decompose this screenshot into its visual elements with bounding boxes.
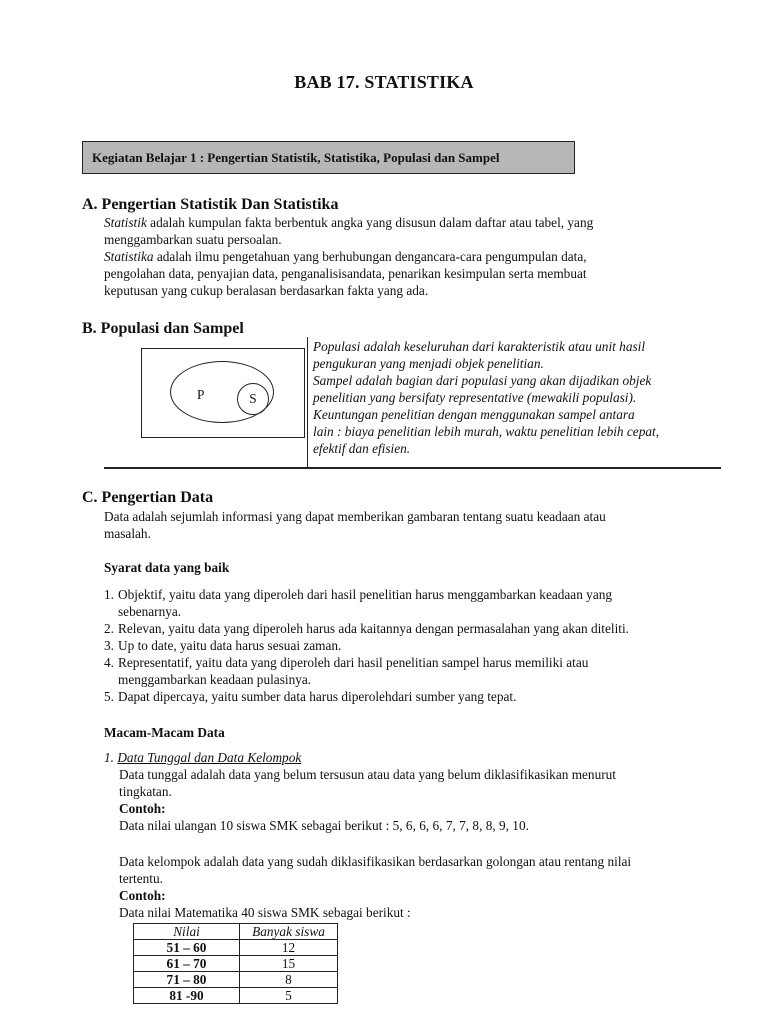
list-number: 5. [104, 689, 114, 704]
contoh-label: Contoh: [119, 801, 166, 816]
syarat-heading: Syarat data yang baik [104, 560, 230, 575]
desc-line: Populasi adalah keseluruhan dari karakteristik atau unit hasil [313, 339, 646, 354]
intro-line: Data adalah sejumlah informasi yang dapat memberikan gambaran tentang suatu keadaan atau [104, 509, 606, 524]
contoh-text: Data nilai ulangan 10 siswa SMK sebagai berikut : 5, 6, 6, 6, 7, 7, 8, 8, 9, 10. [119, 818, 529, 833]
nilai-table [133, 923, 338, 1004]
list-text: Objektif, yaitu data yang diperoleh dari hasil penelitian harus menggambarkan keadaan yang [118, 587, 613, 602]
section-a-heading: A. Pengertian Statistik Dan Statistika [82, 196, 339, 213]
p2-line2: pengolahan data, penyajian data, penganalisisandata, penarikan kesimpulan serta membuat [104, 266, 587, 281]
intro-line: masalah. [104, 526, 151, 541]
list-text-cont: sebenarnya. [118, 604, 182, 619]
desc-line: Sampel adalah bagian dari populasi yang akan dijadikan objek [313, 373, 652, 388]
table-cell: 61 – 70 [134, 956, 240, 972]
desc-line: efektif dan efisien. [313, 441, 411, 456]
list-number: 3. [104, 638, 114, 653]
table-cell: 12 [240, 940, 338, 956]
tunggal-block [119, 766, 714, 834]
table-header-cell: Nilai [134, 924, 240, 940]
table-cell: 8 [240, 972, 338, 988]
statistika-term: Statistika [104, 249, 154, 264]
venn-diagram [141, 348, 305, 438]
list-item [104, 688, 714, 705]
population-label: P [197, 387, 205, 402]
p1-line2: menggambarkan suatu persoalan. [104, 232, 282, 247]
list-item [104, 620, 714, 637]
desc-line: lain : biaya penelitian lebih murah, waktu penelitian lebih cepat, [313, 424, 660, 439]
populasi-description [313, 338, 713, 457]
desc-line: penelitian yang bersifaty representative (mewakili populasi). [313, 390, 637, 405]
table-row [134, 972, 338, 988]
list-number: 2. [104, 621, 114, 636]
statistik-term: Statistik [104, 215, 147, 230]
section-c-heading: C. Pengertian Data [82, 489, 214, 506]
horizontal-rule [104, 467, 721, 469]
contoh-text: Data nilai Matematika 40 siswa SMK sebagai berikut : [119, 905, 411, 920]
list-item [104, 586, 714, 620]
table-cell: 71 – 80 [134, 972, 240, 988]
table-cell: 5 [240, 988, 338, 1004]
list-text: Dapat dipercaya, yaitu sumber data harus diperolehdari sumber yang tepat. [118, 689, 517, 704]
vertical-divider [307, 337, 308, 468]
table-row [134, 940, 338, 956]
list-text: Relevan, yaitu data yang diperoleh harus ada kaitannya dengan permasalahan yang akan diteliti. [118, 621, 629, 636]
list-item [104, 637, 714, 654]
p1-line1: adalah kumpulan fakta berbentuk angka yang disusun dalam daftar atau tabel, yang [146, 215, 594, 230]
list-number: 1. [104, 587, 114, 602]
sample-circle: S [237, 383, 269, 415]
data-intro [104, 508, 714, 542]
list-item [104, 654, 714, 688]
table-row [134, 956, 338, 972]
table-cell: 51 – 60 [134, 940, 240, 956]
kegiatan-box: Kegiatan Belajar 1 : Pengertian Statistik, Statistika, Populasi dan Sampel [82, 141, 575, 174]
desc-line: Keuntungan penelitian dengan menggunakan sampel antara [313, 407, 635, 422]
contoh-label: Contoh: [119, 888, 166, 903]
section-a-paragraph-1 [104, 214, 714, 299]
item1-number: 1. [104, 750, 114, 765]
item1-heading [104, 749, 301, 766]
kelompok-line: tertentu. [119, 871, 163, 886]
list-number: 4. [104, 655, 114, 670]
section-b-heading: B. Populasi dan Sampel [82, 320, 244, 337]
table-cell: 15 [240, 956, 338, 972]
desc-line: pengukuran yang menjadi objek penelitian. [313, 356, 544, 371]
tunggal-line: Data tunggal adalah data yang belum tersusun atau data yang belum diklasifikasikan menurut [119, 767, 617, 782]
kelompok-line: Data kelompok adalah data yang sudah diklasifikasikan berdasarkan golongan atau rentang nilai [119, 854, 632, 869]
tunggal-line: tingkatan. [119, 784, 172, 799]
list-text-cont: menggambarkan keadaan pulasinya. [118, 672, 312, 687]
table-header-cell: Banyak siswa [240, 924, 338, 940]
p2-line1: adalah ilmu pengetahuan yang berhubungan dengancara-cara pengumpulan data, [153, 249, 587, 264]
table-cell: 81 -90 [134, 988, 240, 1004]
table-row [134, 988, 338, 1004]
list-text: Representatif, yaitu data yang diperoleh dari hasil penelitian sampel harus memiliki atau [118, 655, 589, 670]
page-title: BAB 17. STATISTIKA [294, 72, 474, 92]
p2-line3: keputusan yang cukup beralasan berdasarkan fakta yang ada. [104, 283, 429, 298]
item1-title: Data Tunggal dan Data Kelompok [117, 750, 302, 765]
table-header-row [134, 924, 338, 940]
macam-heading: Macam-Macam Data [104, 725, 225, 740]
kelompok-block [119, 853, 714, 921]
list-text: Up to date, yaitu data harus sesuai zaman. [118, 638, 342, 653]
